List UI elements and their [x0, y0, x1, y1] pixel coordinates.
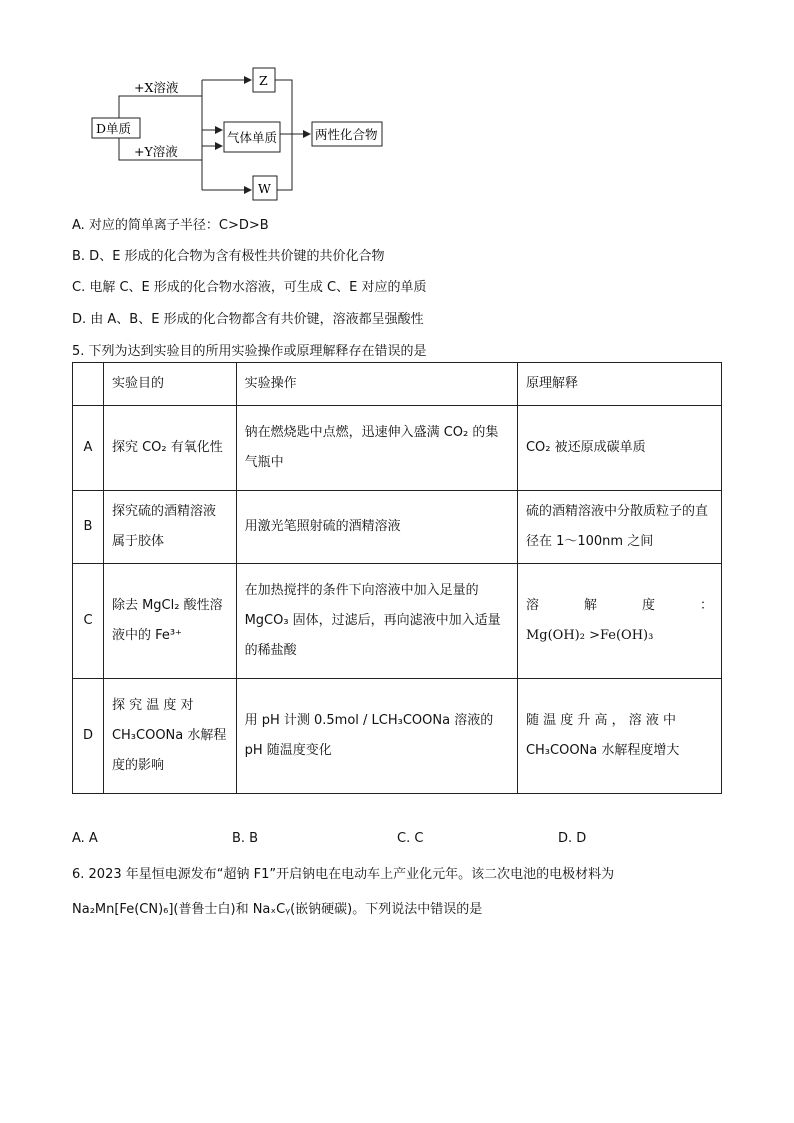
header-cell: 实验目的 [103, 363, 236, 406]
principle-cell: CO₂ 被还原成碳单质 [517, 406, 721, 491]
choice-a: A. A [72, 831, 98, 846]
z-label: Z [259, 73, 268, 88]
choice-c: C. C [397, 831, 424, 846]
table-row [73, 679, 722, 794]
operation-cell: 用 pH 计测 0.5mol / LCH₃COONa 溶液的 pH 随温度变化 [236, 679, 517, 794]
header-cell: 原理解释 [517, 363, 721, 406]
row-label: C [73, 564, 104, 679]
operation-cell: 在加热搅拌的条件下向溶液中加入足量的 MgCO₃ 固体，过滤后，再向滤液中加入适量的稀盐酸 [236, 564, 517, 679]
principle-line-1 [526, 591, 713, 621]
table-row [73, 491, 722, 564]
option-d: D. 由 A、B、E 形成的化合物都含有共价键，溶液都呈强酸性 [72, 312, 424, 327]
header-cell [73, 363, 104, 406]
question-5-stem: 5. 下列为达到实验目的所用实验操作或原理解释存在错误的是 [72, 344, 427, 359]
d-label: D单质 [96, 121, 132, 136]
question-6-line-2: Na₂Mn[Fe(CN)₆](普鲁士白)和 NaₓCᵧ(嵌钠硬碳)。下列说法中错误的是 [72, 902, 483, 917]
product-label: 两性化合物 [315, 127, 378, 142]
option-c: C. 电解 C、E 形成的化合物水溶液，可生成 C、E 对应的单质 [72, 280, 427, 295]
choice-d: D. D [558, 831, 587, 846]
table-row [73, 564, 722, 679]
reaction-diagram-svg [86, 62, 396, 202]
purpose-cell: 探究硫的酒精溶液属于胶体 [103, 491, 236, 564]
question-6-line-1: 6. 2023 年星恒电源发布“超钠 F1”开启钠电在电动车上产业化元年。该二次电池的电极材料为 [72, 867, 615, 882]
option-b: B. D、E 形成的化合物为含有极性共价键的共价化合物 [72, 249, 385, 264]
experiment-table [72, 362, 722, 794]
principle-char: 度 [641, 598, 655, 613]
purpose-cell: 探 究 温 度 对 CH₃COONa 水解程度的影响 [103, 679, 236, 794]
principle-char: 解 [583, 598, 597, 613]
principle-char: ： [699, 598, 713, 613]
row-label: A [73, 406, 104, 491]
principle-cell: 随 温 度 升 高 ， 溶 液 中 CH₃COONa 水解程度增大 [517, 679, 721, 794]
gas-label: 气体单质 [227, 130, 278, 145]
x-label: +X溶液 [134, 80, 179, 95]
y-label: +Y溶液 [134, 144, 178, 159]
table-header-row [73, 363, 722, 406]
purpose-cell: 探究 CO₂ 有氧化性 [103, 406, 236, 491]
purpose-cell: 除去 MgCl₂ 酸性溶液中的 Fe³⁺ [103, 564, 236, 679]
principle-char: 溶 [525, 598, 539, 613]
principle-cell: 硫的酒精溶液中分散质粒子的直径在 1～100nm 之间 [517, 491, 721, 564]
row-label: D [73, 679, 104, 794]
option-a: A. 对应的简单离子半径：C>D>B [72, 218, 269, 233]
principle-line-2: Mg(OH)₂ >Fe(OH)₃ [525, 628, 654, 643]
operation-cell: 钠在燃烧匙中点燃，迅速伸入盛满 CO₂ 的集气瓶中 [236, 406, 517, 491]
principle-cell [517, 564, 721, 679]
operation-cell: 用激光笔照射硫的酒精溶液 [236, 491, 517, 564]
header-cell: 实验操作 [236, 363, 517, 406]
row-label: B [73, 491, 104, 564]
table-row [73, 406, 722, 491]
choice-b: B. B [232, 831, 259, 846]
w-label: W [258, 181, 271, 196]
reaction-diagram [86, 62, 396, 202]
